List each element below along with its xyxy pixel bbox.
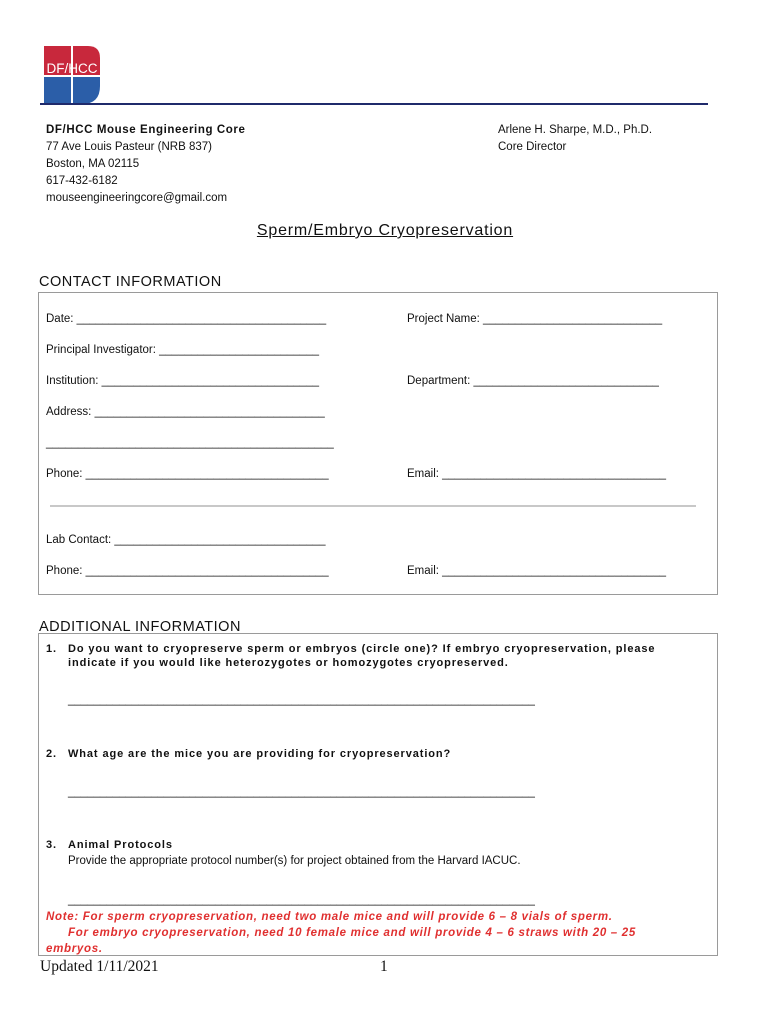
institution-field[interactable]: Institution: __________________________________ (46, 375, 320, 387)
core-phone: 617-432-6182 (46, 175, 118, 187)
address-line-2: Boston, MA 02115 (46, 158, 140, 170)
question-1-number: 1. (46, 643, 57, 655)
phone-field[interactable]: Phone: ______________________________________ (46, 468, 329, 480)
question-3-number: 3. (46, 839, 57, 851)
header-rule (40, 103, 708, 105)
department-field[interactable]: Department: _____________________________ (407, 375, 659, 387)
address-line-1: 77 Ave Louis Pasteur (NRB 837) (46, 141, 212, 153)
question-1-answer-line[interactable]: _________________________________________________________________________ (68, 694, 535, 706)
date-field[interactable]: Date: _______________________________________ (46, 313, 327, 325)
principal-investigator-field[interactable]: Principal Investigator: _________________________ (46, 344, 320, 356)
question-1-text: Do you want to cryopreserve sperm or embryos (circle one)? If embryo cryopreservation, please (68, 643, 656, 655)
question-3-answer-line[interactable]: _________________________________________________________________________ (68, 894, 535, 906)
lab-phone-field[interactable]: Phone: ______________________________________ (46, 565, 329, 577)
project-name-field[interactable]: Project Name: ____________________________ (407, 313, 663, 325)
lab-contact-field[interactable]: Lab Contact: _________________________________ (46, 534, 326, 546)
question-2-answer-line[interactable]: _________________________________________________________________________ (68, 786, 535, 798)
document-title: Sperm/Embryo Cryopreservation (256, 222, 514, 239)
page-number: 1 (380, 958, 388, 975)
director-title: Core Director (498, 141, 567, 153)
note-line-2: For embryo cryopreservation, need 10 female mice and will provide 4 – 6 straws with 20 – 25 (68, 927, 636, 939)
director-block (498, 122, 652, 156)
email-field[interactable]: Email: ___________________________________ (407, 468, 666, 480)
core-email: mouseengineeringcore@gmail.com (46, 192, 228, 204)
lab-email-field[interactable]: Email: ___________________________________ (407, 565, 666, 577)
org-name: DF/HCC Mouse Engineering Core (46, 124, 246, 136)
question-3 (46, 837, 173, 853)
core-address-block (46, 122, 246, 207)
address-continued-field[interactable]: _____________________________________________ (46, 437, 334, 449)
contact-divider (50, 505, 696, 507)
question-2-number: 2. (46, 748, 57, 760)
note-line-1: Note: For sperm cryopreservation, need two male mice and will provide 6 – 8 vials of sperm. (46, 911, 613, 923)
logo-text: DF/HCC (46, 61, 98, 76)
note-block (46, 909, 706, 957)
question-1-text-cont: indicate if you would like heterozygotes or homozygotes cryopreserved. (68, 657, 509, 669)
question-3-title: Animal Protocols (68, 839, 173, 851)
address-field[interactable]: Address: ____________________________________ (46, 406, 325, 418)
note-line-3: embryos. (46, 943, 103, 955)
additional-section-title: ADDITIONAL INFORMATION (39, 619, 241, 635)
question-3-text: Provide the appropriate protocol number(s) for project obtained from the Harvard IACUC. (68, 855, 521, 867)
updated-date: Updated 1/11/2021 (40, 958, 159, 975)
dfhcc-logo (44, 46, 100, 104)
question-2-text: What age are the mice you are providing for cryopreservation? (68, 748, 452, 760)
contact-section-title: CONTACT INFORMATION (39, 274, 222, 290)
question-2 (46, 746, 451, 762)
question-1 (46, 641, 655, 657)
director-name: Arlene H. Sharpe, M.D., Ph.D. (498, 124, 653, 136)
